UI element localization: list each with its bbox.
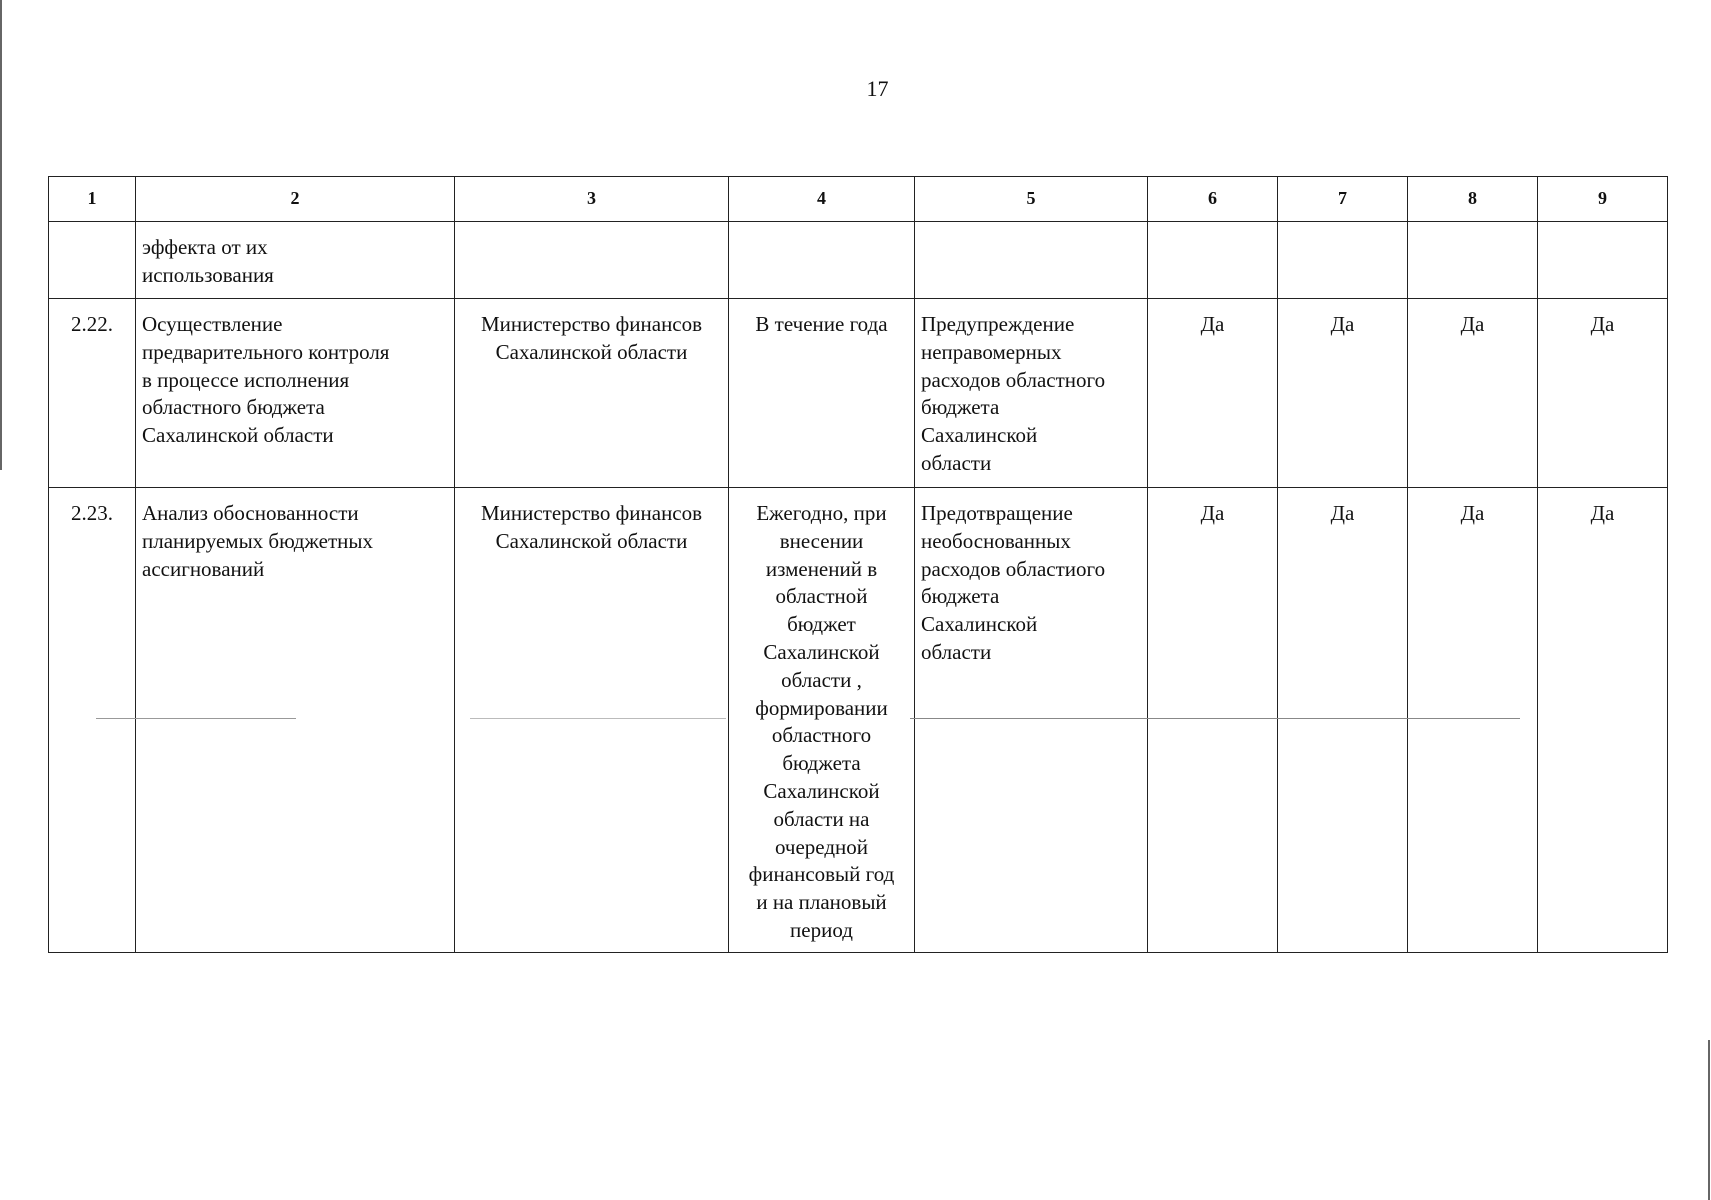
value-cell xyxy=(1408,222,1537,234)
measure-text: Анализ обоснованности планируемых бюджетных ассигнований xyxy=(142,501,373,581)
column-header: 1 xyxy=(49,177,136,222)
scan-edge-right xyxy=(1708,1040,1710,1200)
table-row xyxy=(49,222,1668,299)
result-text: Предотвращение необоснованных расходов областиого бюджета Сахалинской области xyxy=(921,501,1106,664)
deadline-text: В течение года xyxy=(755,312,888,336)
measure-text: эффекта от их использования xyxy=(142,235,274,287)
column-header: 7 xyxy=(1278,177,1408,222)
row-number: 2.23. xyxy=(71,501,113,525)
value-cell: Да xyxy=(1590,501,1615,525)
value-cell: Да xyxy=(1200,312,1225,336)
scan-dash-line xyxy=(96,718,296,719)
deadline-text xyxy=(729,222,914,234)
table-header-row xyxy=(49,177,1668,222)
value-cell: Да xyxy=(1460,312,1485,336)
column-header: 3 xyxy=(455,177,729,222)
row-number: 2.22. xyxy=(71,312,113,336)
table-row xyxy=(49,488,1668,953)
responsible-text xyxy=(455,222,728,234)
column-header: 8 xyxy=(1408,177,1538,222)
column-header: 9 xyxy=(1538,177,1668,222)
result-text: Предупреждение неправомерных расходов областного бюджета Сахалинской области xyxy=(921,312,1106,475)
table-row xyxy=(49,299,1668,488)
scan-edge-left xyxy=(0,0,2,470)
responsible-text: Министерство финансов Сахалинской области xyxy=(480,501,703,553)
column-header: 6 xyxy=(1148,177,1278,222)
responsible-text: Министерство финансов Сахалинской области xyxy=(480,312,703,364)
measure-text: Осуществление предварительного контроля в процессе исполнения областного бюджета Сахалинской области xyxy=(142,312,390,448)
value-cell xyxy=(1148,222,1277,234)
scan-dash-line xyxy=(910,718,1520,719)
row-number xyxy=(49,222,135,234)
column-header: 4 xyxy=(729,177,915,222)
value-cell xyxy=(1278,222,1407,234)
measures-table xyxy=(48,176,1668,953)
value-cell: Да xyxy=(1460,501,1485,525)
value-cell: Да xyxy=(1590,312,1615,336)
value-cell: Да xyxy=(1200,501,1225,525)
scan-dash-line xyxy=(470,718,726,719)
deadline-text: Ежегодно, при внесении изменений в областной бюджет Сахалинской области , формировании областного бюджета Сахалинской области на очередной финансовый год и на плановый период xyxy=(748,501,895,942)
value-cell: Да xyxy=(1330,501,1355,525)
result-text xyxy=(915,222,1147,234)
column-header: 2 xyxy=(136,177,455,222)
page-number: 17 xyxy=(866,76,889,101)
value-cell xyxy=(1538,222,1667,234)
value-cell: Да xyxy=(1330,312,1355,336)
column-header: 5 xyxy=(915,177,1148,222)
